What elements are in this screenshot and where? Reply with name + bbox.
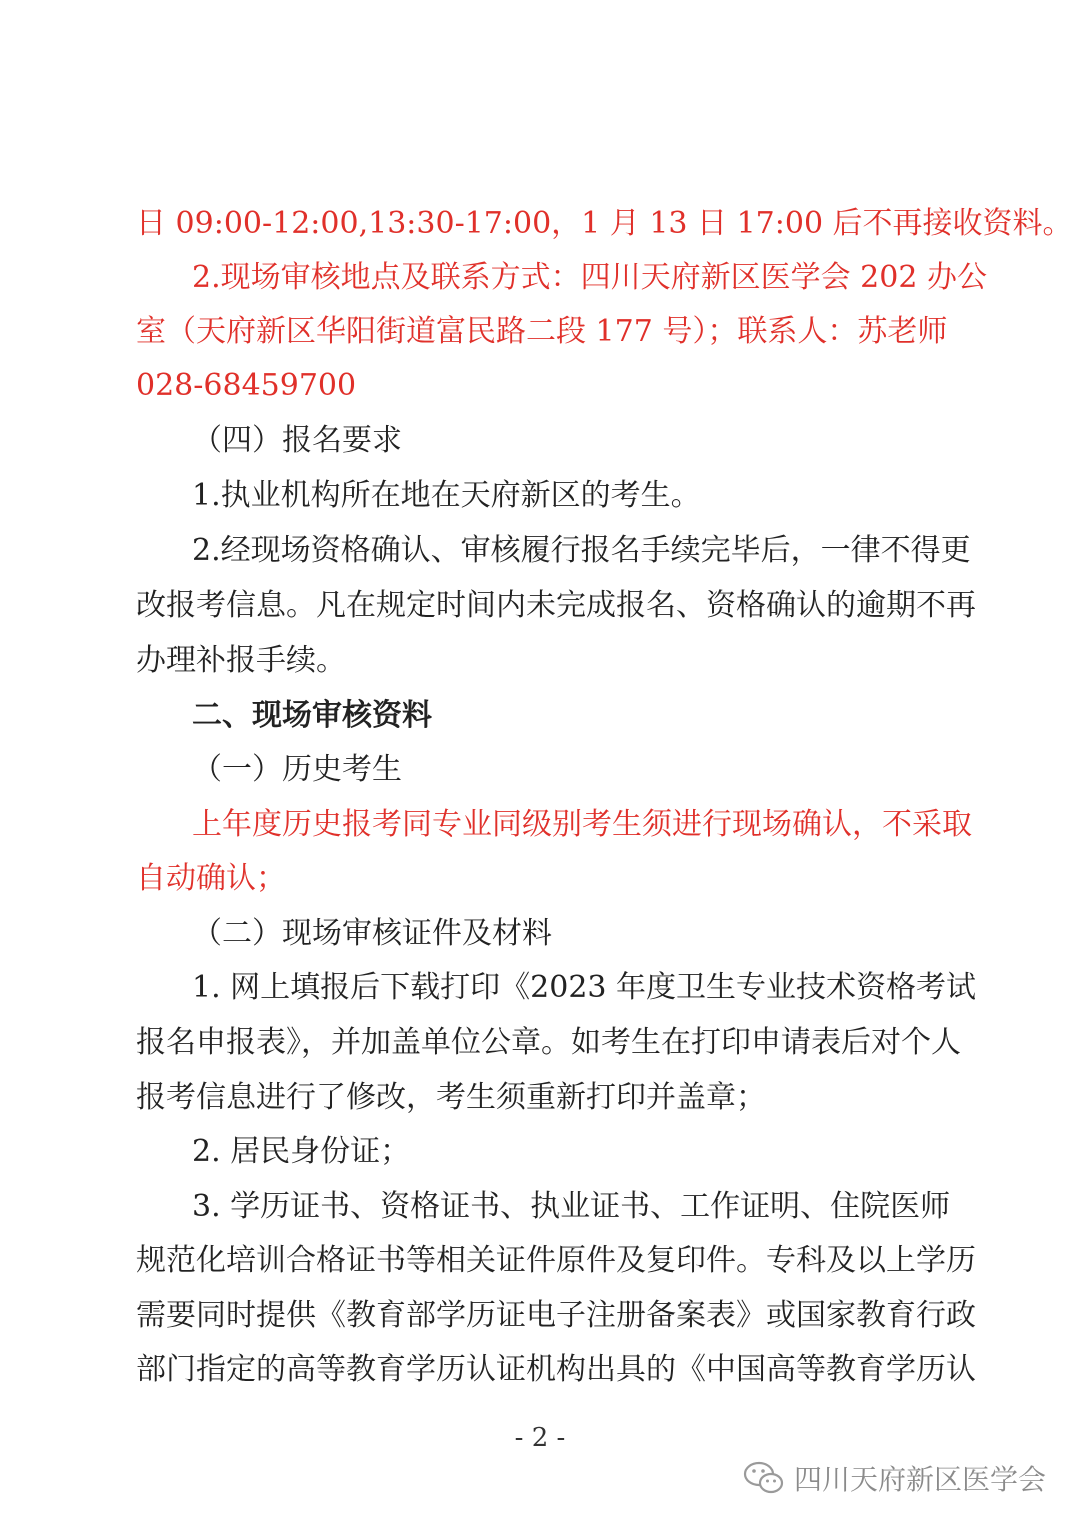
subheading-documents: （二）现场审核证件及材料 [192, 916, 552, 951]
review-location-line-1: 2.现场审核地点及联系方式：四川天府新区医学会 202 办公 [192, 260, 987, 295]
document-item-3-line-3: 需要同时提供《教育部学历证电子注册备案表》或国家教育行政 [136, 1298, 976, 1333]
document-item-1-line-1: 1. 网上填报后下载打印《2023 年度卫生专业技术资格考试 [192, 970, 977, 1005]
requirement-2-line-1: 2.经现场资格确认、审核履行报名手续完毕后，一律不得更 [192, 533, 971, 568]
review-location-line-2: 室（天府新区华阳街道富民路二段 177 号）；联系人：苏老师 [136, 314, 948, 349]
section-heading-materials: 二、现场审核资料 [192, 698, 432, 733]
watermark [742, 1456, 1046, 1500]
history-note-line-2: 自动确认； [136, 861, 286, 896]
page-number: - 2 - [514, 1423, 566, 1453]
document-item-3-line-2: 规范化培训合格证书等相关证件原件及复印件。专科及以上学历 [136, 1243, 976, 1278]
history-note-line-1: 上年度历史报考同专业同级别考生须进行现场确认，不采取 [192, 807, 972, 842]
exam-hours-line: 日 09:00-12:00,13:30-17:00，1 月 13 日 17:00 后不再接收资料。 [136, 206, 1073, 241]
wechat-icon [742, 1458, 786, 1498]
requirement-1: 1.执业机构所在地在天府新区的考生。 [192, 478, 701, 513]
watermark-text: 四川天府新区医学会 [793, 1463, 1046, 1496]
document-item-3-line-1: 3. 学历证书、资格证书、执业证书、工作证明、住院医师 [192, 1189, 951, 1224]
requirement-2-line-2: 改报考信息。凡在规定时间内未完成报名、资格确认的逾期不再 [136, 588, 976, 623]
document-item-1-line-3: 报考信息进行了修改，考生须重新打印并盖章； [136, 1080, 766, 1115]
document-item-2: 2. 居民身份证； [192, 1134, 411, 1169]
document-item-1-line-2: 报名申报表》，并加盖单位公章。如考生在打印申请表后对个人 [136, 1025, 961, 1060]
document-item-3-line-4: 部门指定的高等教育学历认证机构出具的《中国高等教育学历认 [136, 1352, 976, 1387]
subheading-history-candidates: （一）历史考生 [192, 752, 402, 787]
section-heading-requirements: （四）报名要求 [192, 423, 402, 458]
requirement-2-line-3: 办理补报手续。 [136, 643, 346, 678]
contact-phone: 028-68459700 [136, 368, 357, 403]
